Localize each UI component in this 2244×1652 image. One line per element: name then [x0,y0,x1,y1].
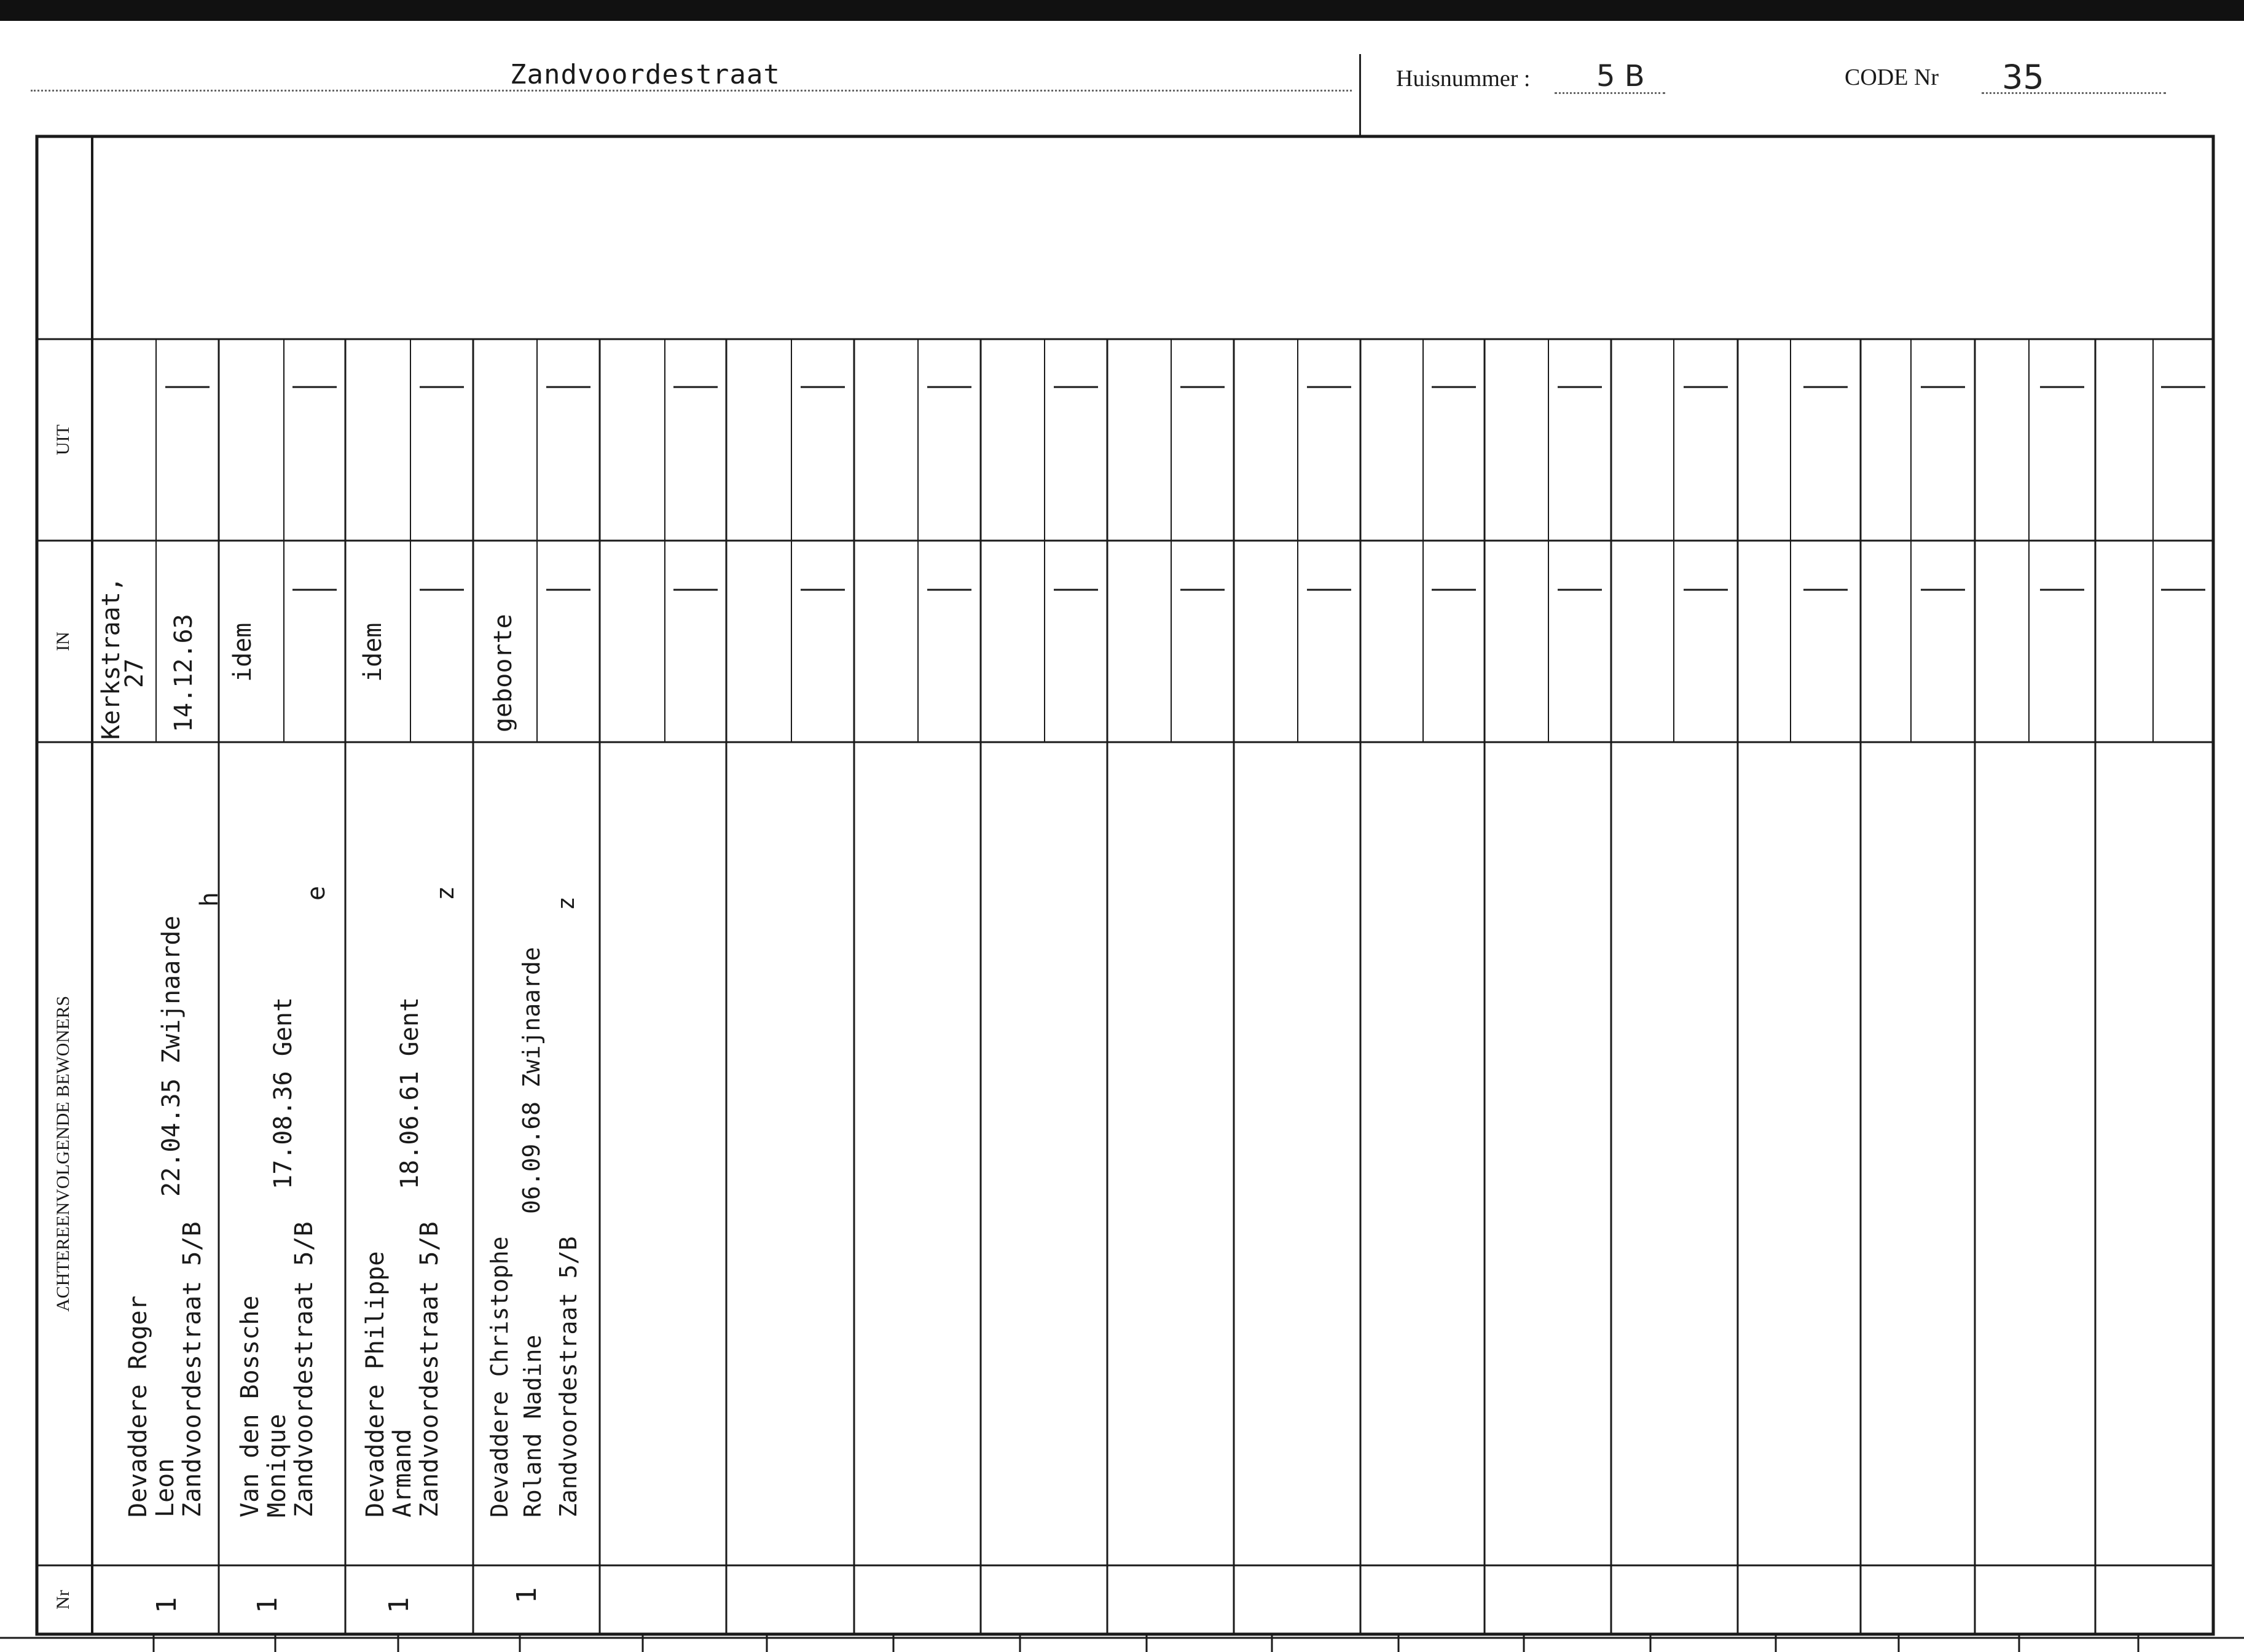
entry-3-name: Devaddere Philippe [361,1251,390,1517]
entry-3-address: Zandvoordestraat 5/B [415,1221,444,1517]
entry-1-address: Zandvoordestraat 5/B [178,1221,206,1517]
entry-1-given: Leon [151,1458,179,1517]
entry-3-mark: z [431,885,460,901]
entry-1-mark: h [195,891,224,907]
entry-2 [229,623,331,1613]
entry-2-mark: e [302,885,331,901]
entry-4-address: Zandvoordestraat 5/B [555,1236,582,1517]
entry-1 [97,577,224,1613]
entry-1-name: Devaddere Roger [124,1295,152,1517]
entry-2-nr: 1 [252,1597,283,1613]
uit-label: UIT [53,425,73,455]
entry-3-given: Armand [388,1428,417,1517]
entry-3-in: idem [359,622,387,682]
huisnummer-value: 5 B [1596,59,1645,93]
entry-4-mark: z [552,896,579,910]
entry-3 [359,623,460,1613]
entry-2-birth: 17.08.36 Gent [269,996,297,1189]
entry-2-address: Zandvoordestraat 5/B [290,1221,318,1517]
entry-2-name: Van den Bossche [236,1295,264,1517]
entry-2-given: Monique [263,1414,291,1517]
entry-1-in-date: 14.12.63 [170,614,198,732]
nr-label: Nr [53,1590,73,1610]
entry-4-given: Roland Nadine [519,1334,546,1517]
entry-4-in: geboorte [489,614,517,732]
entry-4 [486,614,582,1603]
entry-1-nr: 1 [151,1597,182,1613]
bewoners-label: ACHTEREENVOLGENDE BEWONERS [53,995,73,1312]
entry-3-nr: 1 [383,1597,415,1613]
entry-4-birth: 06.09.68 Zwijnaarde [518,947,545,1214]
entry-1-in-street: Kerkstraat, [97,577,125,740]
entry-4-name: Devaddere Christophe [486,1236,513,1517]
entry-1-in-housenr: 27 [120,658,149,688]
entry-4-nr: 1 [511,1587,543,1603]
code-value: 35 [2002,58,2044,96]
entry-3-birth: 18.06.61 Gent [396,996,424,1189]
huisnummer-label: Huisnummer : [1396,66,1531,92]
entry-2-in: idem [229,622,257,682]
in-label: IN [53,632,73,651]
street-name: Zandvoordestraat [510,59,780,90]
code-label: CODE Nr [1845,65,1939,90]
entry-1-birth: 22.04.35 Zwijnaarde [157,915,186,1197]
